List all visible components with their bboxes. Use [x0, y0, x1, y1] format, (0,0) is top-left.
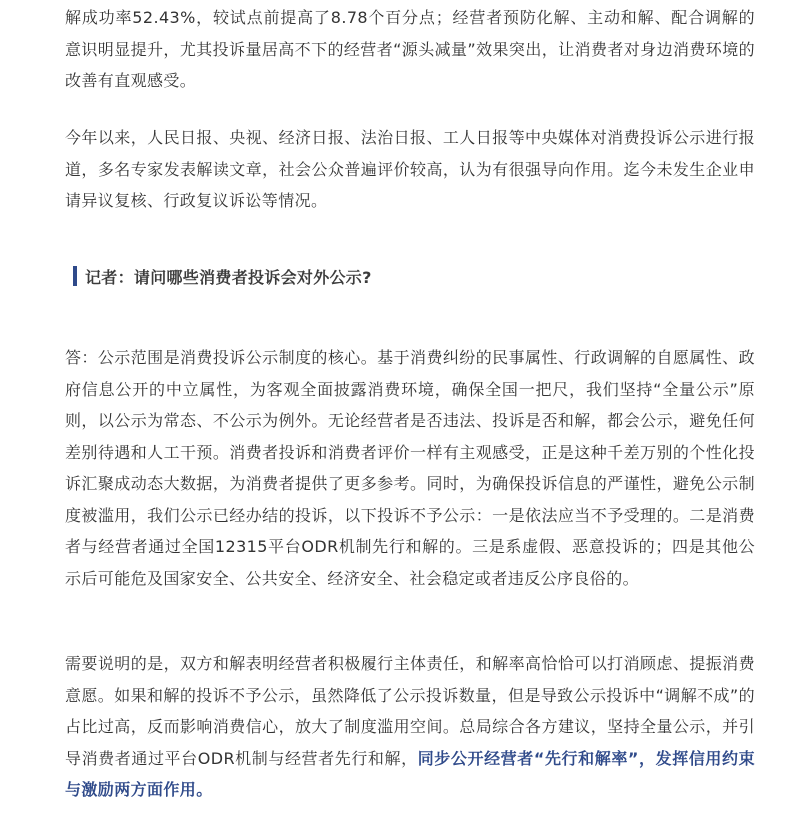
emphasis-text: 同步公开经营者“先行和解率”，发挥信用约束与激励两方面作用。: [65, 748, 755, 799]
question-heading-text: 记者：请问哪些消费者投诉会对外公示?: [85, 267, 372, 287]
paragraph-text: 需要说明的是，双方和解表明经营者积极履行主体责任，和解率高恰恰可以打消顾虑、提振消费意愿。如果和解的投诉不予公示，虽然降低了公示投诉数量，但是导致公示投诉中“调解不成”的占比过高，反而影响消费信心，放大了制度滥用空间。总局综合各方建议，坚持全量公示，并引导消费者通过平台ODR机制与经营者先行和解，: [65, 654, 755, 768]
heading-accent-bar: [73, 266, 77, 286]
question-heading: [73, 263, 372, 289]
article-paragraph: 今年以来，人民日报、央视、经济日报、法治日报、工人日报等中央媒体对消费投诉公示进行报道，多名专家发表解读文章，社会公众普遍评价较高，认为有很强导向作用。迄今未发生企业申请异议复核、行政复议诉讼等情况。: [65, 128, 755, 210]
article-paragraph: 解成功率52.43%，较试点前提高了8.78个百分点；经营者预防化解、主动和解、配合调解的意识明显提升，尤其投诉量居高不下的经营者“源头减量”效果突出，让消费者对身边消费环境的改善有直观感受。: [65, 8, 755, 90]
answer-paragraph: 答：公示范围是消费投诉公示制度的核心。基于消费纠纷的民事属性、行政调解的自愿属性、政府信息公开的中立属性，为客观全面披露消费环境，确保全国一把尺，我们坚持“全量公示”原则，以公示为常态、不公示为例外。无论经营者是否违法、投诉是否和解，都会公示，避免任何差别待遇和人工干预。消费者投诉和消费者评价一样有主观感受，正是这种千差万别的个性化投诉汇聚成动态大数据，为消费者提供了更多参考。同时，为确保投诉信息的严谨性，避免公示制度被滥用，我们公示已经办结的投诉，以下投诉不予公示：一是依法应当不予受理的。二是消费者与经营者通过全国12315平台ODR机制先行和解的。三是系虚假、恶意投诉的；四是其他公示后可能危及国家安全、公共安全、经济安全、社会稳定或者违反公序良俗的。: [65, 348, 755, 588]
article-paragraph: [65, 648, 755, 806]
